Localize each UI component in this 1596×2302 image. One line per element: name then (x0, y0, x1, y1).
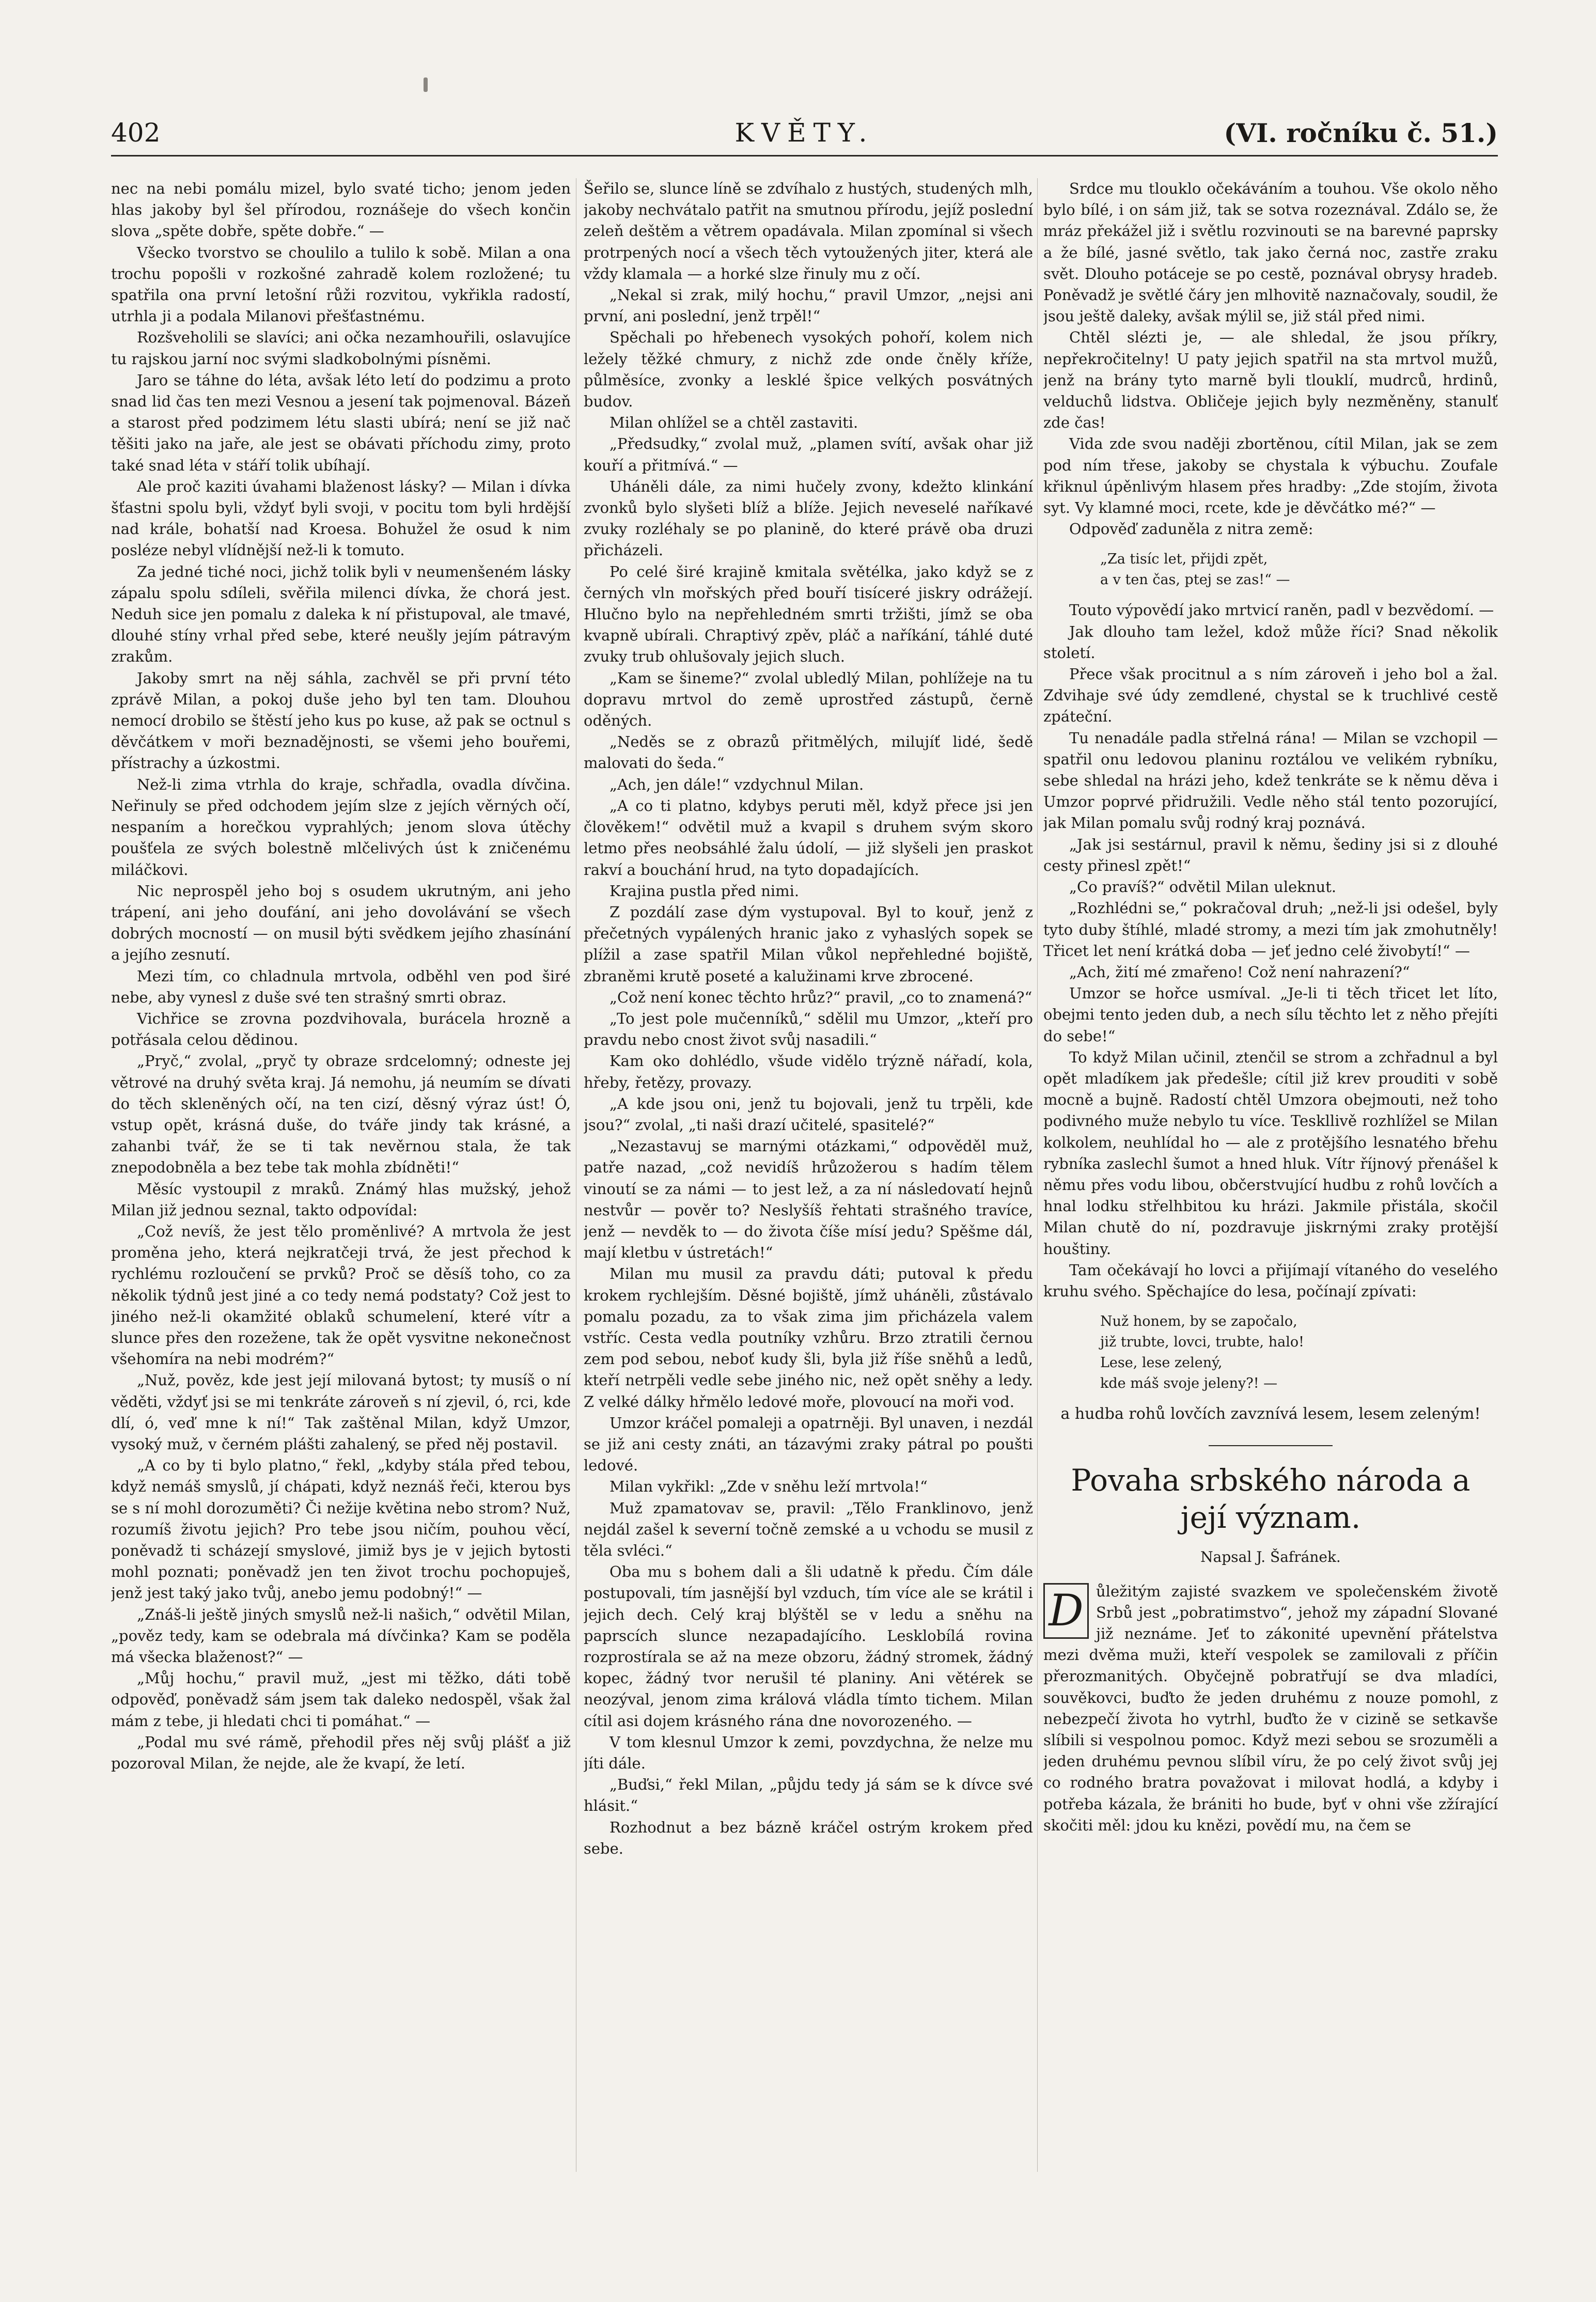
paragraph: Tam očekávají ho lovci a přijímají vítaného do veselého kruhu svého. Spěchajíce do lesa, počínají zpívati: (1043, 1261, 1498, 1300)
story-continuation-2 (1043, 600, 1498, 1302)
paragraph: „Nekal si zrak, milý hochu,“ pravil Umzor, „nejsi ani první, ani poslední, jenž trpěl!“ (584, 286, 1033, 325)
paragraph: „Neděs se z obrazů přitmělých, milujíť lidé, šedě malovati do šeda.“ (584, 733, 1033, 772)
paragraph: Za jedné tiché noci, jichž tolik byli v neumenšeném lásky zápalu spolu sdíleli, svěřila milenci dívka, že chorá jest. Neduh sice jen pomalu z daleka k ní přistupoval, ale tmavé, dlouhé stíny vrhal před sebe, které neušly jejím pátravým zrakům. (111, 562, 571, 666)
paragraph: „Buďsi,“ řekl Milan, „půjdu tedy já sám se k dívce své hlásit.“ (584, 1776, 1033, 1815)
paragraph: „Kam se šineme?“ zvolal ubledlý Milan, pohlížeje na tu dopravu mrtvol do země uprostřed zástupů, černě oděných. (584, 669, 1033, 730)
paragraph: „A co ti platno, kdybys peruti měl, když přece jsi jen člověkem!“ odvětil muž a kvapil s druhem svým skoro letmo přes neobsáhlé žalu údolí, — již slyšeli jen praskot rakví a bouchání hrud, na tyto dopadajících. (584, 796, 1033, 879)
paragraph: Ale proč kaziti úvahami blaženost lásky? — Milan i dívka šťastni spolu byli, vždyť byli svoji, v pocitu tom byli hrdější nad krále, bohatší nad Kroesa. Bohužel že osud k nim posléze nebyl vlídnější než-li k tomuto. (111, 477, 571, 559)
paragraph: nec na nebi pomálu mizel, bylo svaté ticho; jenom jeden hlas jakoby byl šel přírodou, roznášeje do všech končin slova „spěte dobře, spěte dobře.“ — (111, 180, 571, 240)
closing-line: a hudba rohů lovčích zavznívá lesem, lesem zeleným! (1060, 1405, 1481, 1423)
column-divider (1037, 178, 1038, 2172)
section-rule (1209, 1445, 1333, 1446)
paragraph: Rozšveholili se slavíci; ani očka nezamhouřili, oslavujíce tu rajskou jarní noc svými sladkobolnými písněmi. (111, 328, 571, 368)
paragraph: Odpověď zaduněla z nitra země: (1069, 520, 1313, 538)
paragraph: „Pryč,“ zvolal, „pryč ty obraze srdcelomný; odneste jej větrové na druhý světa kraj. Já nemohu, já neumím se dívati do těch skleněných očí, na ten cizí, děsný výraz úst! Ó, vstup opět, krásná duše, do tváře jindy tak krásné, a zahanbi tvář, že se ti tak nevěrnou stala, že tak znepodobněla a bez tebe tak mohla zbídněti!“ (111, 1052, 571, 1177)
page-blemish (424, 77, 428, 92)
paragraph: Jaro se táhne do léta, avšak léto letí do podzimu a proto snad lid čas ten mezi Vesnou a jesení tak pojmenoval. Bázeň a starost před podzimem létu slasti ubírá; není se již nač těšiti jako na jaře, ale jest se obávati příchodu zimy, proto také snad léta v stáří tolik ubíhají. (111, 371, 571, 474)
article-title: Povaha srbského národa a její význam. (1071, 1463, 1470, 1536)
paragraph: Chtěl slézti je, — ale shledal, že jsou příkry, nepřekročitelny! U paty jejich spatřil na sta mrtvol mužů, jenž na brány tyto marně byli tlouklí, mudrců, hrdinů, velduchů lidstva. Obličeje jejich byly nezměněny, stanulť zde čas! (1043, 328, 1498, 432)
article-text: ůležitým zajisté svazkem ve společenském životě Srbů jest „pobratimstvo“, jehož my západní Slované již neznáme. Jeť to zákonité upevnění přátelstva mezi dvěma muži, kteří vespolek se zamilovali z příčin přerozmanitých. Obyčejně pobratřují se dva mladíci, souvěkovci, buďto že jeden druhému z nouze pomohl, z nebezpečí života ho vytrhl, buďto že v cizině se setkavše slíbili si vespolnou pomoc. Když mezi sebou se srozuměli a jeden druhému pevnou slíbil víru, že po celý život svůj jej co rodného bratra považovat i milovat hodlá, a kdyby i potřeba kázala, že brániti ho bude, byť v ohni vše zžírající skočiti měl: jdou ku knězi, povědí mu, na čem se (1043, 1582, 1498, 1834)
paragraph: Nic neprospěl jeho boj s osudem ukrutným, ani jeho trápení, ani jeho doufání, ani jeho dovolávání se všech dobrých mocností — on musil býti svědkem jejího zhasínání a jejího zesnutí. (111, 882, 571, 964)
paragraph: „Rozhlédni se,“ pokračoval druh; „než-li jsi odešel, byly tyto duby štíhlé, mladé stromy, a mezi tím jak zmohutněly! Třicet let není krátká doba — jeť jedno celé živobytí!“ — (1043, 899, 1498, 960)
paragraph: „Co pravíš?“ odvětil Milan uleknut. (1069, 878, 1337, 896)
paragraph: „Nezastavuj se marnými otázkami,“ odpověděl muž, patře nazad, „což nevidíš hrůzožerou s hadím tělem vinoutí se za námi — to jest lež, a za ní následovatí hejnů nestvůr — pověr to? Neslyšíš řehtati strašného travíce, jenž — nevděk to — do života číše mísí jedu? Spěšme dál, mají kletbu v ústretách!“ (584, 1137, 1033, 1262)
paragraph: Všecko tvorstvo se choulilo a tulilo k sobě. Milan a ona trochu popošli v rozkošné zahradě kolem rozložené; tu spatřila ona první letošní růži rozvitou, vykřikla radostí, utrhla ji a podala Milanovi přešťastnému. (111, 243, 571, 325)
paragraph: Uháněli dále, za nimi hučely zvony, kdežto klinkání zvonků bylo slyšeti blíž a blíže. Jejich neveselé naříkavé zvuky rozléhaly se po planině, do které právě oba druzi přicházeli. (584, 477, 1033, 559)
paragraph: Krajina pustla před nimi. (609, 882, 800, 900)
paragraph: „A co by ti bylo platno,“ řekl, „kdyby stála před tebou, když nemáš smyslů, jí chápati, když neznáš řeči, kterou bys se s ní mohl dorozuměti? Či nežije květina nebo strom? Nuž, rozumíš životu jejich? Pro tebe jsou ničím, pouhou věcí, poněvadž ti scházejí smyslové, jimiž bys je v jejich bytosti mohl poznati; poněvadž jen ten život trochu pochopuješ, jenž jest taký jako tvůj, anebo jemu podobný!“ — (111, 1457, 571, 1602)
paragraph: Muž zpamatovav se, pravil: „Tělo Franklinovo, jenž nejdál zašel k severní točně zemské a u vchodu se musil z těla svléci.“ (584, 1499, 1033, 1559)
paragraph: Milan vykřikl: „Zde v sněhu leží mrtvola!“ (609, 1478, 928, 1496)
paragraph: Než-li zima vtrhla do kraje, schřadla, ovadla dívčina. Neřinuly se před odchodem jejím slze z jejích věrných očí, nespaním a horečkou vyprahlých; jenom slova útěchy poušťela ze svých bolestně mlčelivých úst k zničenému miláčkovi. (111, 775, 571, 879)
paragraph: Oba mu s bohem dali a šli udatně k předu. Čím dále postupovali, tím jasnější byl vzduch, tím více ale se krátil i jejich dech. Celý kraj blýštěl se v ledu a sněhu na paprscích slunce nezapadajícího. Lesklobílá rovina rozprostírala se až na meze obzoru, žádný stromek, žádný kopec, žádný tvor nerušil té planiny. Ani větérek se neozýval, jenom zima králová vládla tímto tichem. Milan cítil asi dojem krásného rána dne novorozeného. — (584, 1563, 1033, 1730)
paragraph: Kam oko dohlédlo, všude vidělo trýzně nářadí, kola, hřeby, řetězy, provazy. (584, 1052, 1033, 1091)
paragraph: „Což není konec těchto hrůz?“ pravil, „co to znamená?“ (609, 988, 1032, 1006)
article-paragraph (1043, 1581, 1498, 1836)
paragraph: „A kde jsou oni, jenž tu bojovali, jenž tu trpěli, kde jsou?“ zvolal, „ti naši drazí učitelé, spasitelé?“ (584, 1094, 1033, 1134)
text-column-2 (584, 178, 1033, 2172)
paragraph: Po celé širé krajině kmitala světélka, jako když se z černých vln mořských před bouří tisíceré jiskry odrážejí. Hlučno bylo na nepřehledném smrti tržišti, jímž se oba kvapně ubírali. Chraptivý zpěv, pláč a naříkání, táhlé duté zvuky trub ohlušovaly jejich sluch. (584, 562, 1033, 666)
page-header (111, 108, 1498, 156)
article-byline: Napsal J. Šafránek. (1200, 1548, 1341, 1566)
paragraph: Jak dlouho tam ležel, kdož může říci? Snad několik století. (1043, 622, 1498, 662)
journal-title: KVĚTY. (734, 118, 874, 148)
issue-label: (VI. ročníku č. 51.) (1224, 118, 1498, 148)
paragraph: Vichřice se zrovna pozdvihovala, burácela hrozně a potřásala celou dědinou. (111, 1009, 571, 1049)
paragraph: V tom klesnul Umzor k zemi, povzdychna, že nelze mu jíti dále. (584, 1733, 1033, 1773)
paragraph: Srdce mu tlouklo očekáváním a touhou. Vše okolo něho bylo bílé, i on sám již, tak se sotva rozeznával. Zdálo se, že mráz překážel již i světlu rozvinouti se na barevné paprsky a že bílé, jasné světlo, tak jako černá noc, zastře zraku svět. Dlouho potáceje se po cestě, poznával obrysy hradeb. Poněvadž je světlé čáry jen mlhovitě naznačovaly, soudil, že jsou ještě daleky, avšak mýlil se, již stál před nimi. (1043, 180, 1498, 325)
paragraph: „Můj hochu,“ pravil muž, „jest mi těžko, dáti tobě odpověď, poněvadž sám jsem tak daleko nedospěl, však žal mám z tebe, ji hledati chci ti pomáhat.“ — (111, 1669, 571, 1730)
paragraph: Měsíc vystoupil z mraků. Známý hlas mužský, jehož Milan již jednou seznal, takto odpovídal: (111, 1180, 571, 1219)
paragraph: Šeřilo se, slunce líně se zdvíhalo z hustých, studených mlh, jakoby nechvátalo patřit na smutnou přírodu, jejíž poslední zeleň deštěm a větrem opadávala. Milan zpomínal si všech protrpených nocí a všech těch vytoužených jiter, která ale vždy klamala — a horké slze řinuly mu z očí. (584, 180, 1033, 283)
story-continuation (1043, 178, 1498, 540)
paragraph: Mezi tím, co chladnula mrtvola, odběhl ven pod širé nebe, aby vynesl z duše své ten strašný smrti obraz. (111, 967, 571, 1006)
paragraph: Z pozdálí zase dým vystupoval. Byl to kouř, jenž z přečetných vypálených hranic jako z vyhaslých sopek se plížil a zase spatřil Milan vůkol nepřehledné bojiště, zbraněmi krutě poseté a kalužinami krve zbrocené. (584, 903, 1033, 985)
paragraph: „Jak jsi sestárnul, pravil k němu, šediny jsi si z dlouhé cesty přinesl zpět!“ (1043, 835, 1498, 874)
text-column-3 (1043, 178, 1498, 2172)
paragraph: „Znáš-li ještě jiných smyslů než-li našich,“ odvětil Milan, „pověz tedy, kam se odebrala má dívčinka? Kam se poděla má všecka blaženost?“ — (111, 1605, 571, 1666)
paragraph: Umzor se hořce usmíval. „Je-li ti těch třicet let líto, obejmi tento jeden dub, a nech sílu těchto let z něho přejíti do sebe!“ (1043, 984, 1498, 1045)
paragraph: Spěchali po hřebenech vysokých pohoří, kolem nich ležely těžké chmury, z nichž zde onde čněly kříže, půlměsíce, zvonky a lesklé špice velkých posvátných budov. (584, 328, 1033, 411)
paragraph: „Což nevíš, že jest tělo proměnlivé? A mrtvola že jest proměna jeho, která nejkratčeji trvá, že jest přechod k rychlému rozloučení se prvků? Proč se děsíš toho, co za několik týdnů jest jiné a co tedy nemá podstaty? Což jest to jiného než-li okamžité oblaků schumelení, které vítr a slunce přes den rozežene, tak že opět vysvitne nekonečnost všehomíra na nebi modrém?“ (111, 1222, 571, 1368)
text-column-1 (111, 178, 571, 2172)
paragraph: „Ach, jen dále!“ vzdychnul Milan. (609, 775, 864, 793)
paragraph: „To jest pole mučenníků,“ sdělil mu Umzor, „kteří pro pravdu nebo cnost život svůj nasadili.“ (584, 1009, 1033, 1049)
paragraph: Tu nenadále padla střelná rána! — Milan se vzchopil — spatřil onu ledovou planinu roztálou ve velikém rybníku, sebe shledal na hrázi jeho, kdež tenkráte se k němu děva i Umzor poprvé přidružili. Vedle něho stál tento pozorující, jak Milan pomalu svůj rodný kraj poznává. (1043, 729, 1498, 832)
paragraph: „Podal mu své rámě, přehodil přes něj svůj plášť a již pozoroval Milan, že nejde, ale že kvapí, že letí. (111, 1733, 571, 1773)
paragraph: Přece však procitnul a s ním zároveň i jeho bol a žal. Zdvihaje své údy zemdlené, chystal se k truchlivé cestě zpáteční. (1043, 665, 1498, 726)
hunting-song: Nuž honem, by se započalo, již trubte, lovci, trubte, halo! Lese, lese zelený, kde máš svoje jeleny?! — (1100, 1313, 1304, 1392)
paragraph: Rozhodnut a bez bázně kráčel ostrým krokem před sebe. (584, 1818, 1033, 1857)
paragraph: Milan ohlížel se a chtěl zastaviti. (609, 414, 858, 432)
paragraph: Umzor kráčel pomaleji a opatrněji. Byl unaven, i nezdál se již ani cesty znáti, an tázavými zraky pátral po poušti ledové. (584, 1414, 1033, 1475)
paragraph: „Předsudky,“ zvolal muž, „plamen svítí, avšak ohar již kouří a přitmívá.“ — (584, 435, 1033, 474)
paragraph: Jakoby smrt na něj sáhla, zachvěl se při první této zprávě Milan, a pokoj duše jeho byl ten tam. Dlouhou nemocí drobilo se štěstí jeho kus po kuse, až pak se octnul s děvčátkem v moři beznadějnosti, se všemi jeho bouřemi, přístrachy a úzkostmi. (111, 669, 571, 772)
drop-cap: D (1043, 1583, 1089, 1639)
paragraph: „Ach, žití mé zmařeno! Což není nahrazení?“ (1069, 963, 1410, 981)
page-number: 402 (111, 118, 161, 148)
verse-quote: „Za tisíc let, přijdi zpět, a v ten čas, ptej se zas!“ — (1100, 551, 1290, 588)
paragraph: Touto výpovědí jako mrtvicí raněn, padl v bezvědomí. — (1069, 601, 1494, 619)
paragraph: To když Milan učinil, ztenčil se strom a zchřadnul a byl opět mladíkem jak předešle; cítil již krev prouditi v sobě mocně a bujně. Radostí chtěl Umzora obejmouti, než toho podivného muže nebylo tu více. Teskllivě rozhlížel se Milan kolkolem, neuhlídal ho — ale z protějšího lesnatého břehu rybníka zaslechl šumot a hned hluk. Vítr říjnový přenášel k němu přes vodu libou, občerstvující hudbu z rohů lovčích a hnal lodku střelhbitou ku hrázi. Jakmile přistála, skočil Milan chutě do ní, pozdravuje jiskrnými zraky protější houštiny. (1043, 1048, 1498, 1258)
paragraph: Milan mu musil za pravdu dáti; putoval k předu krokem rychlejším. Děsné bojiště, jímž uháněli, zůstávalo pomalu pozadu, za to však zima jim přicházela valem vstříc. Cesta vedla poutníky vzhůru. Brzo ztratili černou zem pod sebou, neboť kudy šli, byla již říše sněhů a ledů, kteří netrpěli vedle sebe jiného nic, než opět sněhy a ledy. Z velké dálky hřmělo ledové moře, plovoucí na moři vod. (584, 1265, 1033, 1411)
paragraph: Vida zde svou naději zbortěnou, cítil Milan, jak se zem pod ním třese, jakoby se chystala k výbuchu. Zoufale křiknul úpěnlivým hlasem přes hradby: „Zde stojím, života syt. Vy klamné moci, rcete, kde je děvčátko mé?“ — (1043, 435, 1498, 517)
paragraph: „Nuž, pověz, kde jest její milovaná bytost; ty musíš o ní věděti, vždyť jsi se mi tenkráte zároveň s ní zjevil, ó, rci, kde dlí, ó, veď mne k ní!“ Tak zaštěnal Milan, když Umzor, vysoký muž, v černém plášti zahalený, se před něj postavil. (111, 1371, 571, 1453)
